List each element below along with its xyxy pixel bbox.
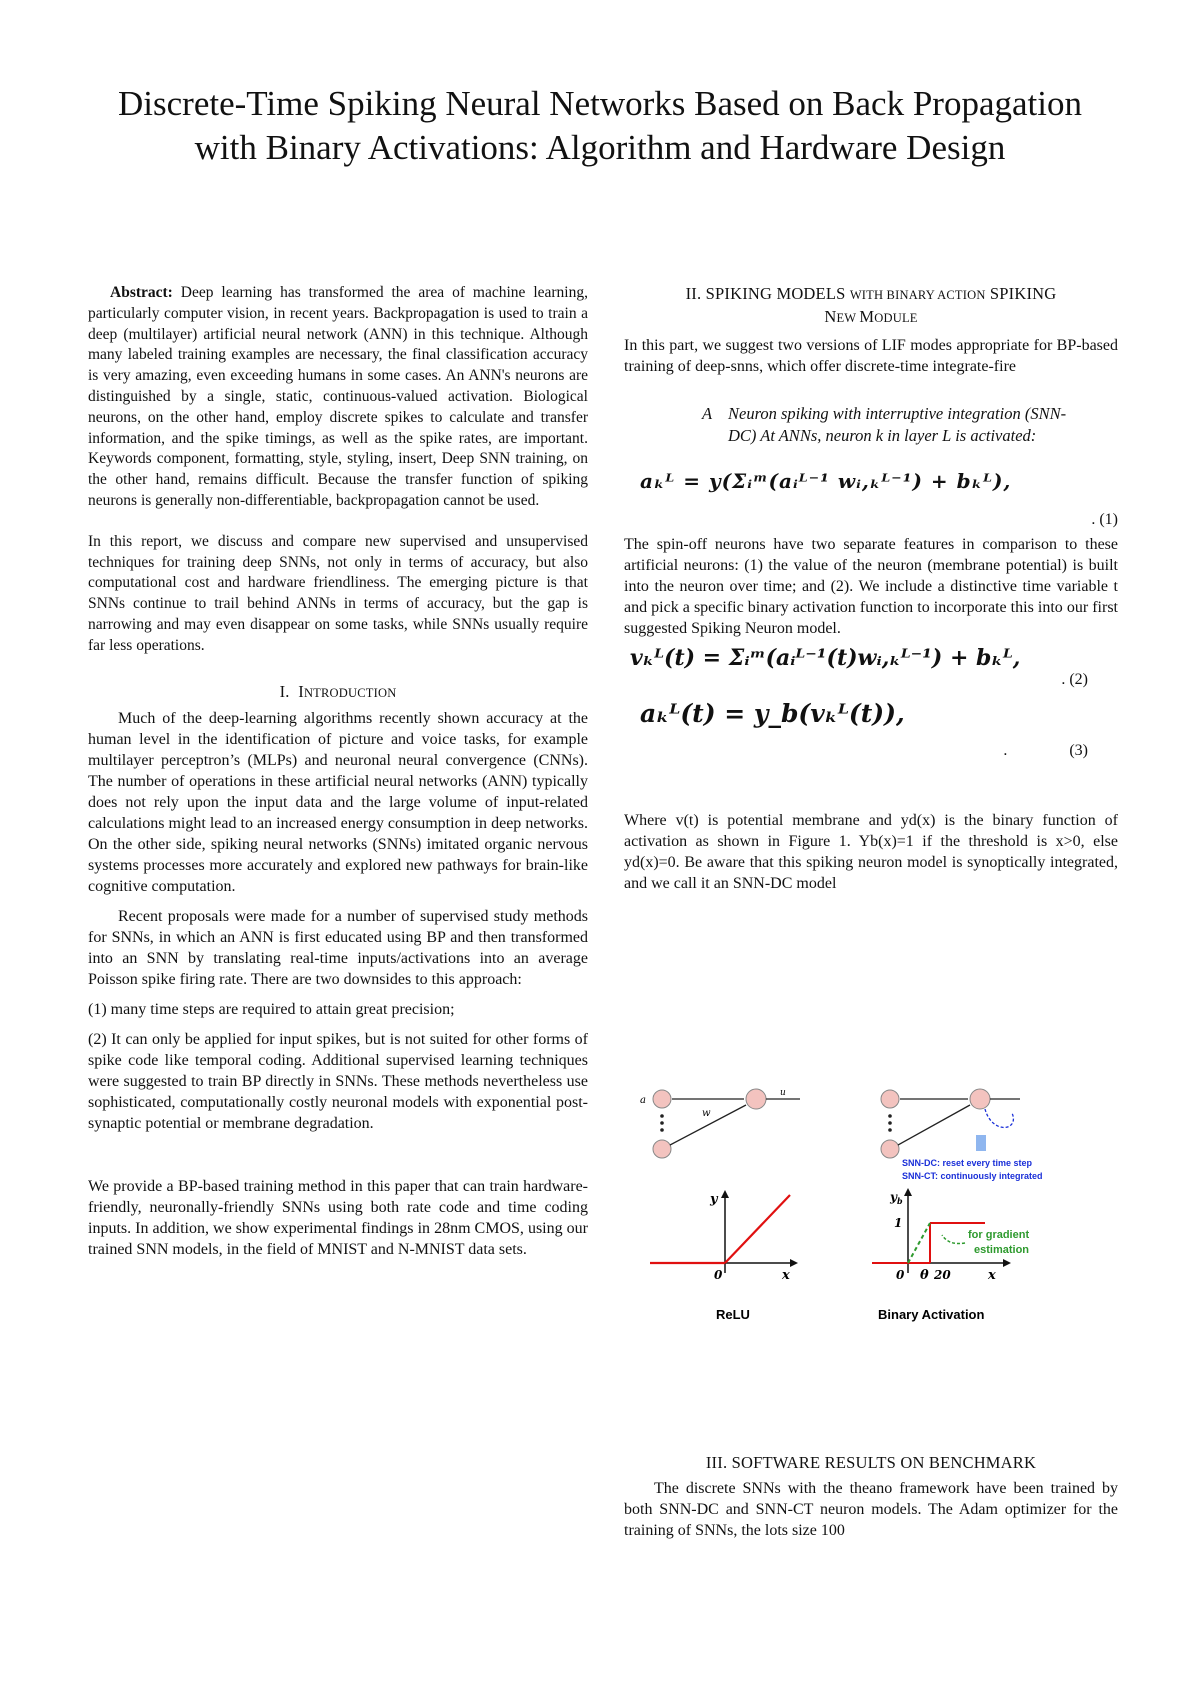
subsection-text: Neuron spiking with interruptive integration (SNN-DC) At ANNs, neuron k in layer L is activated: [728, 404, 1067, 445]
s2-head-c: SPIKING [985, 284, 1057, 303]
intro-paragraph-5: We provide a BP-based training method in this paper that can train hardware-friendly, neuronally-friendly SNNs using both rate code and time coding inputs. In addition, we show experimental findings in 28nm CMOS, using our trained SNN models, in the field of MNIST and N-MNIST data sets. [88, 1177, 588, 1258]
input-neuron-bottom [653, 1140, 671, 1158]
input-neuron-top [653, 1090, 671, 1108]
abstract-paragraph-2: In this report, we discuss and compare new supervised and unsupervised techniques for training deep SNNs, not only in terms of accuracy, but also computational cost and hardware friendliness. The emerging picture is that SNNs continue to trail behind ANNs in terms of accuracy, but the gap is narrowing and may even disappear on some tasks, while SNNs usually require far less operations. [88, 532, 588, 654]
binary-network-diagram [881, 1089, 1043, 1181]
figure-1 [640, 1083, 1120, 1323]
equation-2: vₖᴸ(t) = Σᵢᵐ(aᵢᴸ⁻¹(t)wᵢ,ₖᴸ⁻¹) + bₖᴸ, [630, 645, 1021, 671]
s2-head-b: WITH BINARY ACTION [849, 288, 986, 302]
output-neuron-2 [970, 1089, 990, 1109]
relu-y-axis-label: y [710, 1192, 718, 1207]
equation-3-number: (3) [1069, 742, 1088, 759]
gradient-arrow [942, 1235, 965, 1244]
s2-paragraph-1: In this part, we suggest two versions of LIF modes appropriate for BP-based training of deep-snns, which offer discrete-time integrate-fire [624, 337, 1118, 375]
s2-paragraph-3: Where v(t) is potential membrane and yd(x) is the binary function of activation as shown in Figure 1. Yb(x)=1 if the threshold is x>0, else yd(x)=0. Be aware that this spiking neuron model is synoptically integrated, and we call it an SNN-DC model [624, 812, 1118, 892]
gradient-estimate-line [908, 1223, 930, 1263]
equation-1-number: . (1) [1091, 511, 1118, 528]
relu-caption: ReLU [716, 1307, 750, 1322]
abstract-text: Deep learning has transformed the area of machine learning, particularly computer vision, in recent years. Backpropagation is used to train a deep (multilayer) artificial neural network (ANN) in this technique. Although many labeled training examples are necessary, the final classification accuracy is very amazing, even exceeding humans in some cases. An ANN's neurons are distinguished by a single, static, continuous-valued activation. Biological neurons, on the other hand, employ discrete spikes to calculate and transfer information, and the spike timings, as well as the spike rates, are important. Keywords component, formatting, style, styling, insert, Deep SNN training, on the other hand, remains difficult. Because the transfer function of spiking neurons is generally non-differentiable, backpropagation cannot be used. [88, 284, 588, 509]
s2-head-d: N [824, 307, 837, 326]
abstract-label: Abstract: [110, 284, 173, 301]
intro-paragraph-4: (2) It can only be applied for input spikes, but is not suited for other forms of spike code like temporal coding. Additional supervised learning techniques were suggested to train BP directly in SNNs. These methods nevertheless use sophisticated, computationally costly neuronal models with exponential post-synaptic potential or membrane degradation. [88, 1030, 588, 1132]
abstract-paragraph [88, 283, 588, 512]
relu-origin-label: 0 [714, 1268, 723, 1282]
snn-ct-label: SNN-CT: continuously integrated [902, 1171, 1043, 1181]
binary-caption: Binary Activation [878, 1307, 985, 1322]
binary-twenty-label: 20 [934, 1268, 951, 1282]
gradient-label-1: for gradient [968, 1229, 1030, 1241]
snn-dc-label: SNN-DC: reset every time step [902, 1158, 1033, 1168]
binary-x-axis-label: x [988, 1268, 996, 1283]
equation-3-dot: . [1003, 742, 1008, 759]
s2-head-e: EW [836, 311, 860, 325]
intro-head-rest: NTRODUCTION [303, 685, 397, 700]
section-heading-spiking-models [624, 283, 1118, 329]
title-line-2: with Binary Activations: Algorithm and Hardware Design [194, 128, 1006, 167]
recurrent-loop [985, 1109, 1013, 1128]
input-neuron-bottom-2 [881, 1140, 899, 1158]
paper-title [60, 82, 1140, 170]
weight-label: w [702, 1108, 711, 1119]
intro-paragraph-2: Recent proposals were made for a number of supervised study methods for SNNs, in which an ANN is first educated using BP and then transformed into an SNN by translating real-time inputs/activations into an average Poisson spike firing rate. There are two downsides to this approach: [88, 907, 588, 988]
equation-3-number-row [624, 742, 1118, 760]
output-neuron [746, 1089, 766, 1109]
section-heading-software-results: III. SOFTWARE RESULTS ON BENCHMARK [705, 1453, 1037, 1472]
title-line-1: Discrete-Time Spiking Neural Networks Based on Back Propagation [118, 84, 1082, 123]
binary-activation-plot [872, 1188, 1029, 1322]
input-label: a [640, 1095, 646, 1106]
binary-one-label: 1 [894, 1216, 903, 1230]
right-column [624, 283, 1118, 894]
s2-head-f: M [859, 307, 875, 326]
output-label: u [780, 1088, 786, 1098]
intro-paragraph-3: (1) many time steps are required to attain great precision; [88, 1000, 455, 1018]
intro-paragraph-1: Much of the deep-learning algorithms recently shown accuracy at the human level in the identification of picture and voice tasks, for example multilayer perceptron’s (MLPs) and neuronal neural convergence (CNNs). The number of operations in these artificial neural networks (ANN) typically does not rely upon the input data and the large volume of input-related calculations might lead to an increased energy consumption in deep networks. On the other side, spiking neural networks (SNNs) imitated organic nervous systems processes more accurately and explored new pathways for brain-like cognitive computation. [88, 709, 588, 895]
relu-curve-rising [725, 1195, 790, 1263]
equation-1: aₖᴸ = y(Σᵢᵐ(aᵢᴸ⁻¹ wᵢ,ₖᴸ⁻¹) + bₖᴸ), [640, 469, 1012, 493]
binary-y-axis-label: $y_b$ [890, 1190, 903, 1206]
relu-plot [650, 1190, 798, 1322]
relu-network-diagram [640, 1088, 800, 1158]
section-heading-introduction [88, 681, 588, 704]
section-3 [624, 1452, 1118, 1541]
left-column [88, 283, 588, 1260]
equation-2-number: . (2) [1061, 671, 1088, 688]
input-neuron-top-2 [881, 1090, 899, 1108]
subsection-a-heading [624, 403, 1118, 447]
intro-num: I. [279, 681, 290, 701]
gradient-label-2: estimation [974, 1244, 1030, 1256]
s2-head-g: ODULE [874, 311, 918, 325]
s2-head-a: II. SPIKING MODELS [685, 284, 850, 303]
s3-paragraph-1: The discrete SNNs with the theano framework have been trained by both SNN-DC and SNN-CT neuron models. The Adam optimizer for the training of SNNs, the lots size 100 [624, 1480, 1118, 1539]
relu-x-axis-label: x [782, 1268, 790, 1283]
down-arrow-block [976, 1135, 986, 1151]
subsection-label: A [702, 404, 713, 423]
equation-3: aₖᴸ(t) = y_b(vₖᴸ(t)), [640, 699, 905, 728]
s2-paragraph-2: The spin-off neurons have two separate features in comparison to these artificial neurons: (1) the value of the neuron (membrane potential) is built into the neuron over time; and (2). We include a distinctive time variable t and pick a specific binary activation function to incorporate this into our first suggested Spiking Neuron model. [624, 536, 1118, 637]
intro-head-first: I [298, 681, 304, 701]
binary-origin-label: 0 [896, 1268, 905, 1282]
binary-theta-label: θ [920, 1268, 929, 1283]
